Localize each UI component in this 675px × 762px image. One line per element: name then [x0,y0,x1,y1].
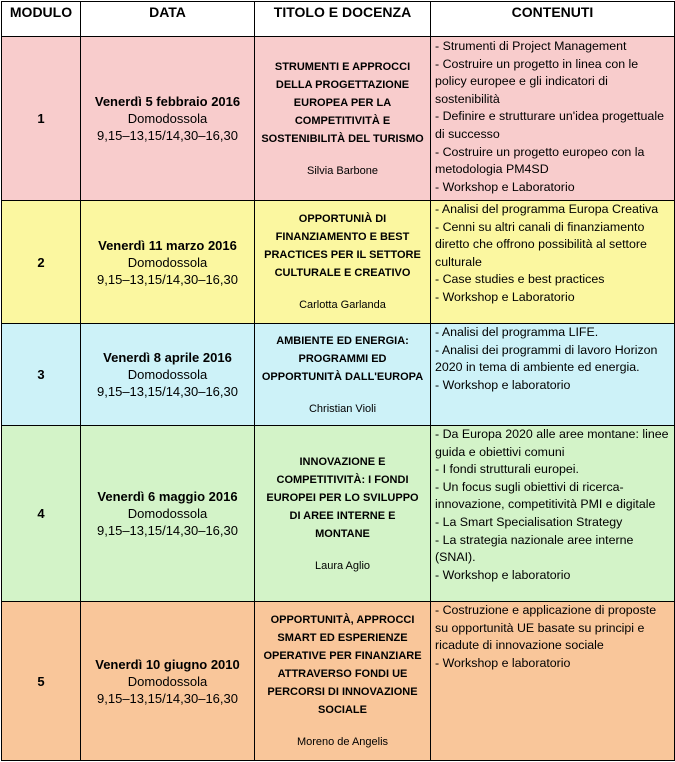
content-item: - I fondi strutturali europei. [435,462,579,477]
header-row [2,2,675,37]
module-row-2 [2,201,675,324]
content-item: - Analisi del programma LIFE. [435,325,599,339]
module-hours: 9,15–13,15/14,30–16,30 [97,384,238,399]
module-teacher: Carlotta Garlanda [299,299,386,311]
module-title-cell [255,426,431,602]
module-title: STRUMENTI E APPROCCI DELLA PROGETTAZIONE EUROPEA PER LA COMPETITIVITÀ E SOSTENIBILITÀ DEL TURISMO [261,60,424,145]
module-contents [431,602,675,761]
module-number: 1 [2,37,81,201]
module-row-4 [2,426,675,602]
module-date-cell [81,37,255,201]
module-date: Venerdì 8 aprile 2016 [103,350,232,365]
module-contents [431,426,675,602]
module-hours: 9,15–13,15/14,30–16,30 [97,128,238,143]
module-teacher: Silvia Barbone [307,164,378,177]
module-date-cell [81,324,255,426]
module-teacher: Christian Violi [308,402,377,415]
module-title-cell [255,602,431,761]
module-place: Domodossola [127,506,208,521]
module-number: 2 [2,201,81,324]
module-date: Venerdì 11 marzo 2016 [98,237,237,253]
content-item: - Workshop e laboratorio [435,377,571,392]
module-date-cell [81,426,255,602]
content-item: - Case studies e best practices [435,272,605,287]
content-item: - Da Europa 2020 alle aree montane: linee guida e obiettivi comuni [435,427,669,459]
module-row-1 [2,37,675,201]
content-item: - Definire e strutturare un'idea progettuale di successo [435,109,664,141]
content-item: - Workshop e laboratorio [435,567,571,582]
module-hours: 9,15–13,15/14,30–16,30 [97,523,238,538]
module-date-cell [81,602,255,761]
module-place: Domodossola [127,367,208,382]
module-hours: 9,15–13,15/14,30–16,30 [97,271,238,287]
module-row-3 [2,324,675,426]
module-title: INNOVAZIONE E COMPETITIVITÀ: I FONDI EUROPEI PER LO SVILUPPO DI AREE INTERNE E MONTANE [266,455,419,540]
module-title-cell [255,37,431,201]
content-item: - La strategia nazionale aree interne (SNAI). [435,532,634,565]
content-item: - Workshop e Laboratorio [435,179,575,194]
module-title: OPPORTUNIÀ DI FINANZIAMENTO E BEST PRACTICES PER IL SETTORE CULTURALE E CREATIVO [264,213,421,279]
content-item: - La Smart Specialisation Strategy [435,514,623,529]
module-date: Venerdì 5 febbraio 2016 [94,94,241,109]
module-teacher: Laura Aglio [314,559,371,572]
header-modulo: MODULO [2,2,81,37]
module-place: Domodossola [127,254,208,270]
module-title-cell [255,201,431,324]
module-number: 3 [2,324,81,426]
header-data: DATA [81,2,255,37]
content-item: - Un focus sugli obiettivi di ricerca-innovazione, competitività PMI e digitale [435,479,656,512]
content-item: - Strumenti di Project Management [435,39,627,53]
schedule-table [1,1,675,761]
module-place: Domodossola [127,111,208,126]
content-item: - Analisi del programma Europa Creativa [435,202,659,216]
header-contenuti: CONTENUTI [431,2,675,37]
module-date: Venerdì 6 maggio 2016 [97,489,238,504]
module-number: 5 [2,602,81,761]
content-item: - Costruire un progetto in linea con le policy europee e gli indicatori di sostenibilità [435,56,639,106]
module-hours: 9,15–13,15/14,30–16,30 [97,690,238,706]
module-title-cell [255,324,431,426]
content-item: - Cenni su altri canali di finanziamento diretto che offrono possibilità al settore culturale [435,219,647,269]
module-row-5 [2,602,675,761]
content-item: - Workshop e laboratorio [435,655,571,670]
content-item: - Costruzione e applicazione di proposte su opportunità UE basate su principi e ricadute di innovazione sociale [435,603,657,653]
module-date-cell [81,201,255,324]
module-teacher: Moreno de Angelis [296,736,389,748]
module-date: Venerdì 10 giugno 2010 [95,656,240,672]
module-contents [431,37,675,201]
module-contents [431,324,675,426]
module-title: OPPORTUNITÀ, APPROCCI SMART ED ESPERIENZE OPERATIVE PER FINANZIARE ATTRAVERSO FONDI UE PERCORSI DI INNOVAZIONE SOCIALE [263,614,422,716]
content-item: - Workshop e Laboratorio [435,289,575,304]
module-title: AMBIENTE ED ENERGIA: PROGRAMMI ED OPPORTUNITÀ DALL'EUROPA [261,334,424,383]
module-contents [431,201,675,324]
module-number: 4 [2,426,81,602]
header-titolo: TITOLO E DOCENZA [255,2,431,37]
content-item: - Costruire un progetto europeo con la metodologia PM4SD [435,144,645,177]
content-item: - Analisi dei programmi di lavoro Horizon 2020 in tema di ambiente ed energia. [435,342,658,375]
module-place: Domodossola [127,673,208,689]
